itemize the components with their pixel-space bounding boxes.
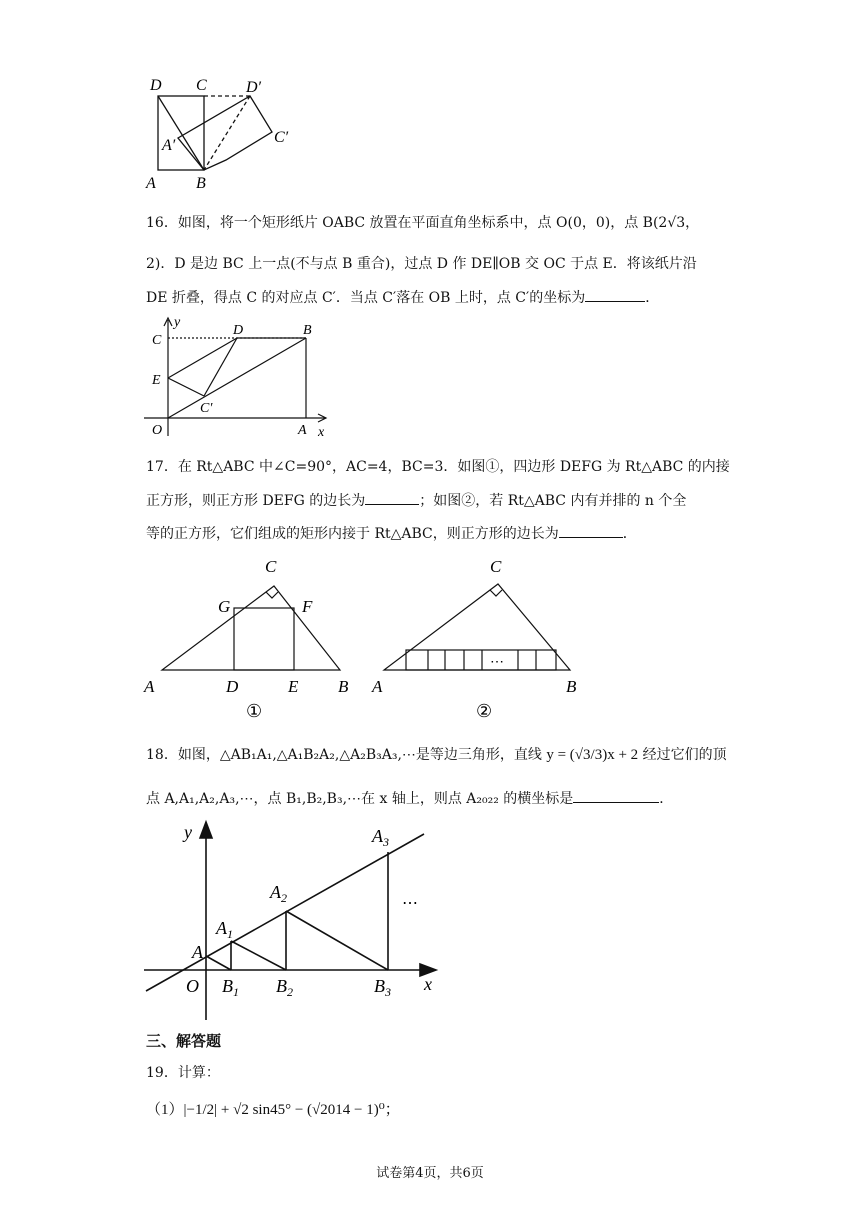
q18-line1b: 经过它们的顶 — [642, 747, 727, 763]
label-D: D — [150, 77, 162, 94]
label-A: A — [192, 942, 203, 962]
triangles-figure-18 — [140, 818, 450, 1028]
fold-figure-15 — [140, 70, 310, 195]
q19-part1: （1）|−1/2| + √2 sin45° − (√2014 − 1)⁰； — [146, 1102, 400, 1118]
q16-line2: 2)．D 是边 BC 上一点(不与点 B 重合)，过点 D 作 DE∥OB 交 OC 于点 E．将该纸片沿 — [146, 256, 697, 272]
q18-end: ． — [659, 791, 674, 807]
label-E: E — [152, 373, 161, 388]
page-footer: 试卷第4页，共6页 — [376, 1166, 484, 1181]
triangle-figure-17-2 — [370, 550, 600, 722]
q17-line3 — [146, 523, 637, 544]
triangle-figure-17-1 — [140, 550, 370, 722]
q16-line3-text: DE 折叠，得点 C 的对应点 C′．当点 C′落在 OB 上时，点 C′的坐标为 — [146, 290, 586, 306]
q16-answer-blank[interactable] — [585, 287, 645, 302]
label-A-prime: A′ — [162, 137, 176, 154]
label-A1: $A_1$ — [216, 918, 233, 941]
label-C-prime: C′ — [200, 401, 213, 416]
q17-line2 — [146, 490, 686, 511]
q16-line1: 16．如图，将一个矩形纸片 OABC 放置在平面直角坐标系中，点 O(0，0)，点 B(2√3， — [146, 215, 700, 231]
q16-line3 — [146, 287, 659, 308]
label-O: O — [186, 976, 199, 996]
label-A2: $A_2$ — [270, 882, 287, 905]
label-C-prime: C′ — [274, 129, 289, 146]
label-C: C — [196, 77, 207, 94]
label-A: A — [144, 677, 155, 696]
q18-formula: y = (√3/3)x + 2 — [546, 747, 639, 763]
ellipsis: ⋯ — [490, 655, 504, 670]
label-B: B — [338, 677, 349, 696]
label-B: B — [196, 175, 206, 192]
label-A3: $A_3$ — [372, 826, 389, 849]
label-D: D — [226, 677, 239, 696]
label-C: C — [265, 557, 277, 576]
axis-y-label: y — [184, 822, 192, 842]
coord-figure-16 — [140, 312, 340, 442]
q18-line2a: 点 A,A₁,A₂,A₃,⋯，点 B₁,B₂,B₃,⋯在 x 轴上，则点 A₂₀₂₂ 的横坐标是 — [146, 791, 574, 807]
caption-1: ① — [246, 701, 263, 721]
q16-end: ． — [645, 290, 660, 306]
q17-answer-blank-2[interactable] — [559, 523, 623, 538]
label-B: B — [566, 677, 577, 696]
label-B3: $B_3$ — [374, 976, 391, 999]
label-O: O — [152, 423, 163, 438]
label-D: D — [233, 323, 244, 338]
section-heading: 三、解答题 — [146, 1032, 222, 1050]
caption-2: ② — [476, 701, 493, 721]
axis-x-label: x — [318, 425, 325, 440]
label-B2: $B_2$ — [276, 976, 293, 999]
label-E: E — [288, 677, 299, 696]
q17-answer-blank-1[interactable] — [365, 490, 419, 505]
q17-end: ． — [622, 526, 637, 542]
q18-line2 — [146, 788, 673, 809]
label-A: A — [146, 175, 156, 192]
q19-title: 19．计算： — [146, 1065, 220, 1081]
label-B: B — [303, 323, 312, 338]
label-A: A — [372, 677, 383, 696]
q17-line2a: 正方形，则正方形 DEFG 的边长为 — [146, 493, 366, 509]
q17-line2b: ；如图②，若 Rt△ABC 内有并排的 n 个全 — [419, 493, 687, 509]
label-F: F — [302, 597, 313, 616]
q18-answer-blank[interactable] — [573, 788, 659, 803]
ellipsis: ⋯ — [402, 895, 418, 912]
label-C: C — [490, 557, 502, 576]
label-A: A — [298, 423, 307, 438]
q18-line1 — [146, 745, 727, 765]
label-B1: $B_1$ — [222, 976, 239, 999]
q18-line1a: 18．如图，△AB₁A₁,△A₁B₂A₂,△A₂B₃A₃,⋯是等边三角形，直线 — [146, 747, 542, 763]
label-D-prime: D′ — [246, 79, 262, 96]
axis-y-label: y — [174, 315, 181, 330]
label-G: G — [218, 597, 231, 616]
q17-line3-text: 等的正方形，它们组成的矩形内接于 Rt△ABC，则正方形的边长为 — [146, 526, 559, 542]
label-C: C — [152, 333, 162, 348]
axis-x-label: x — [424, 974, 432, 994]
q17-line1: 17．在 Rt△ABC 中∠C=90°，AC=4，BC=3．如图①，四边形 DEFG 为 Rt△ABC 的内接 — [146, 459, 730, 475]
